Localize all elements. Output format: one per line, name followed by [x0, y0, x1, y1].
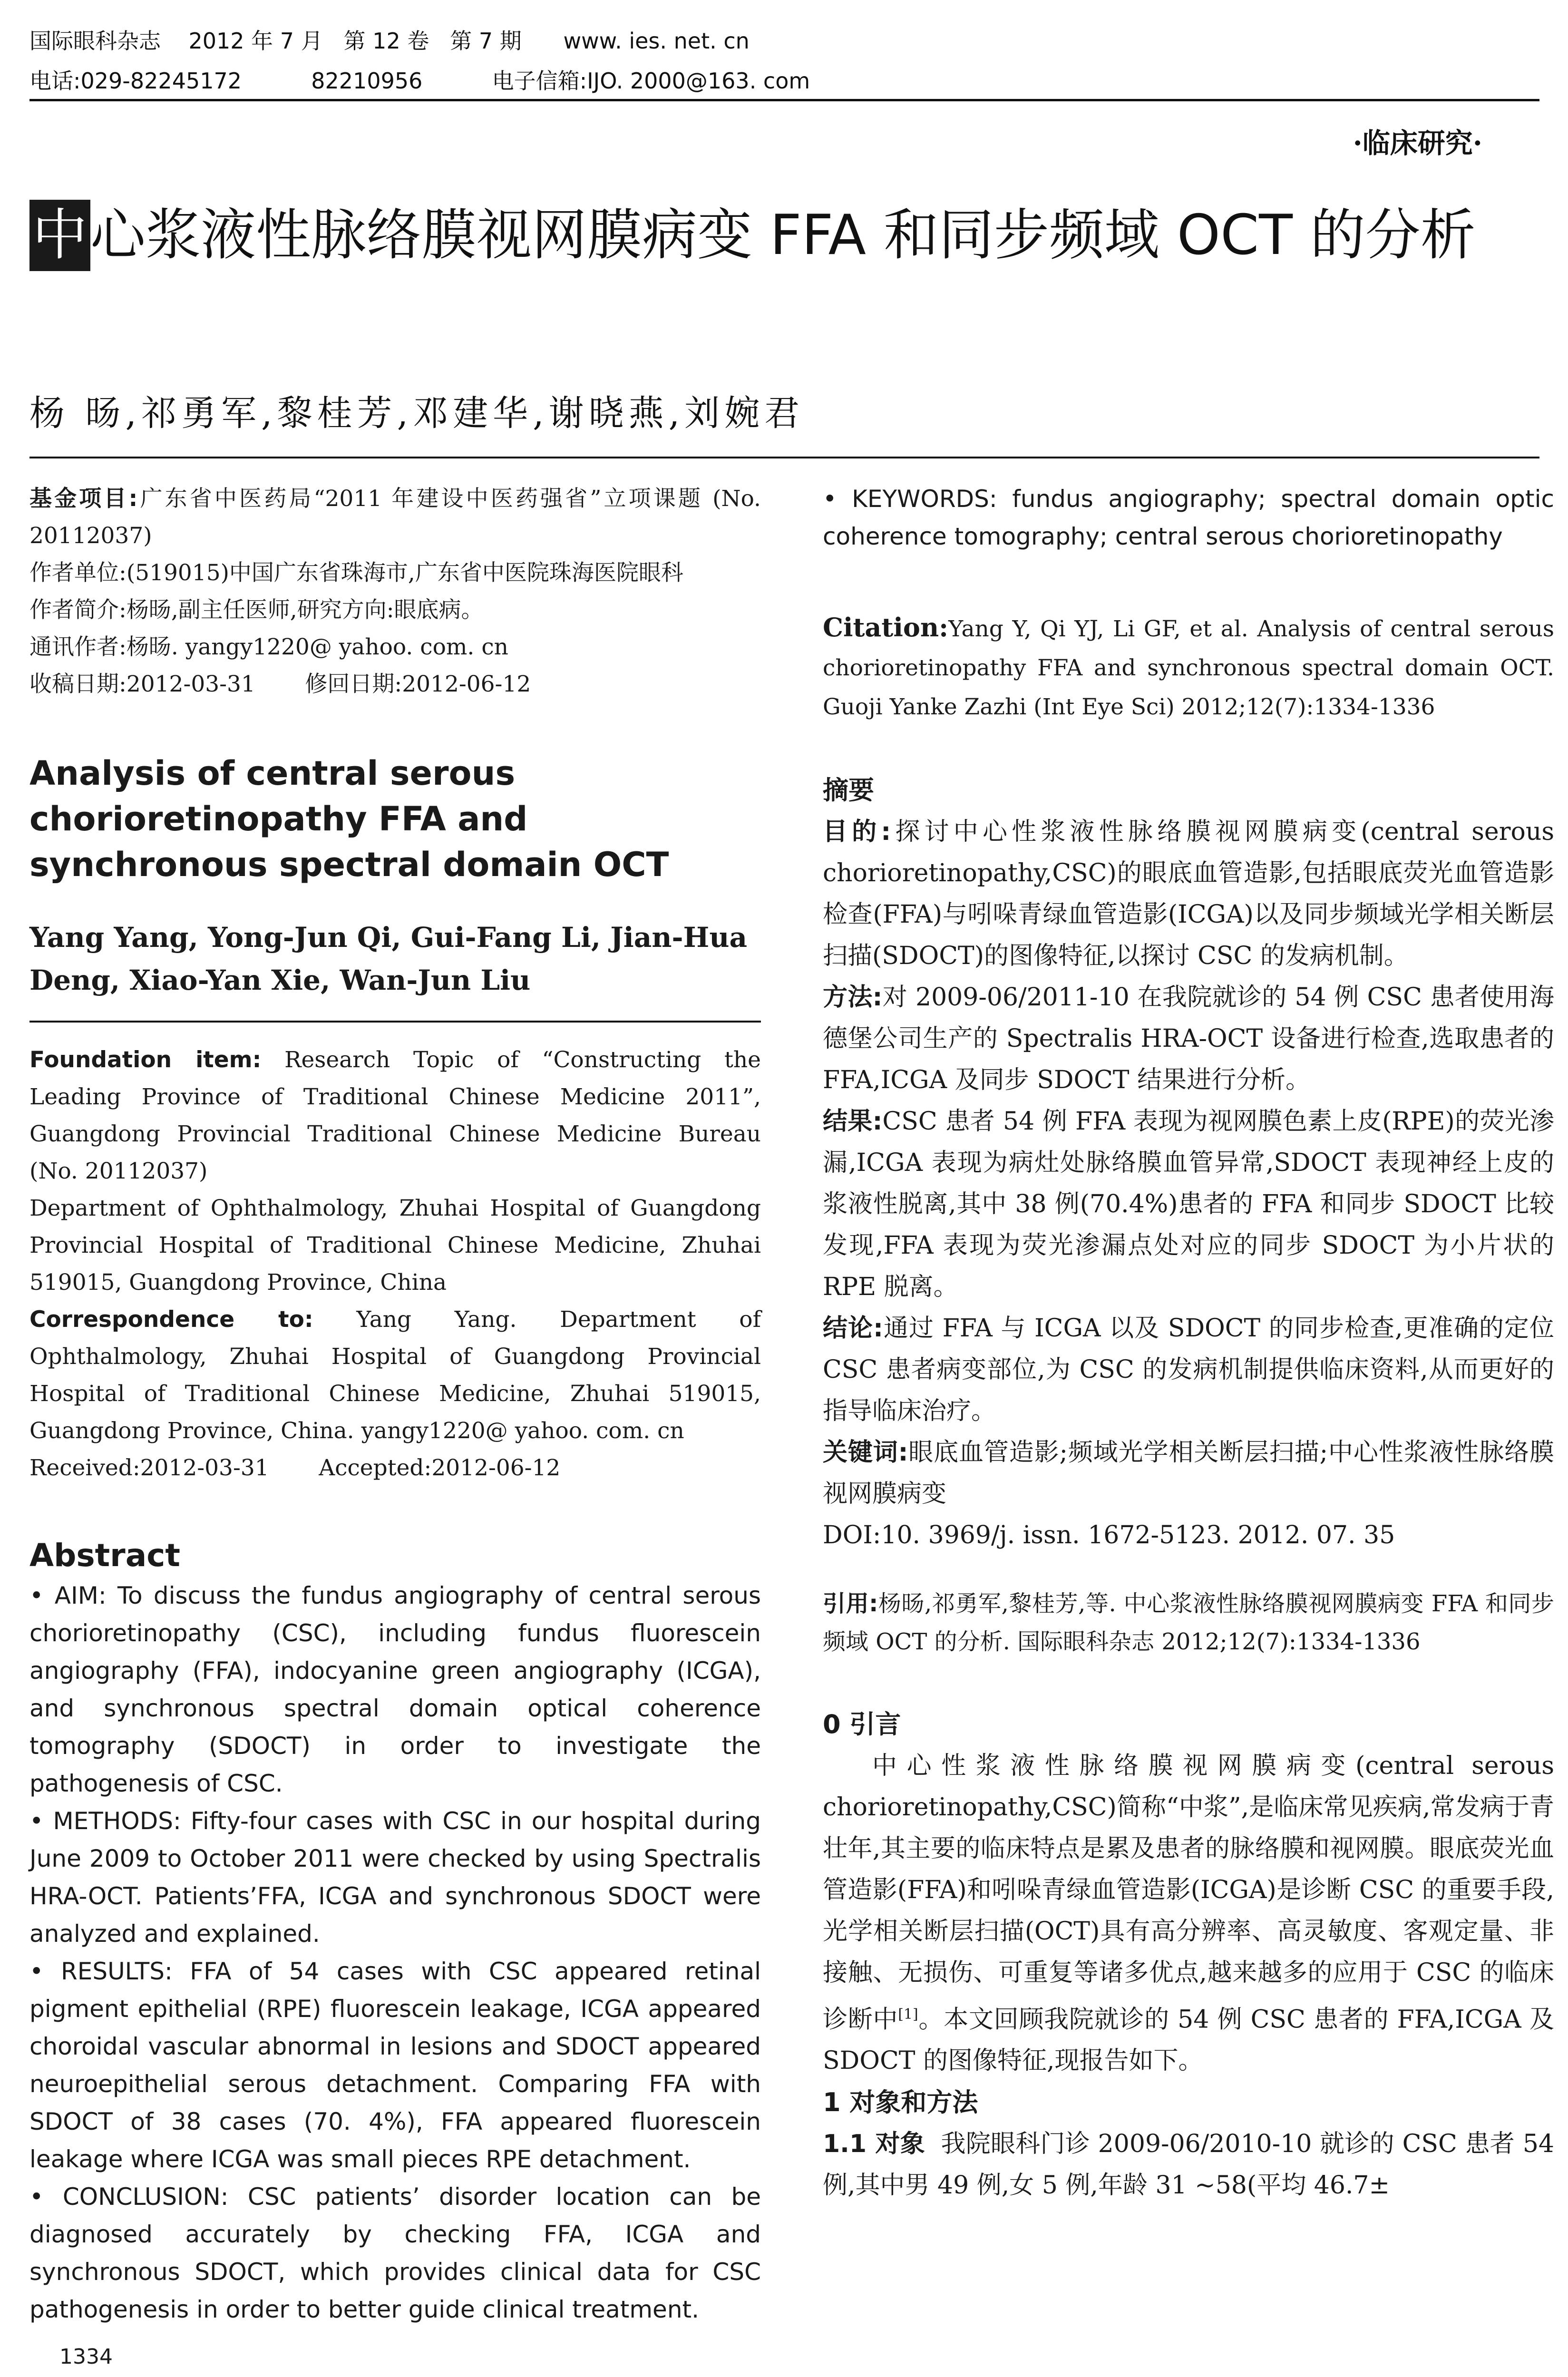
- abstract-aim: • AIM: To discuss the fundus angiography of central serous chorioretinopathy (CSC), including fundus fluorescein angiography (FFA), indocyanine green angiography (ICGA), and synchronous spectral domain optical coherence tomography (SDOCT) in order to investigate the pathogenesis of CSC.: [29, 1582, 761, 1797]
- abstract-cn-result: 结果:CSC 患者 54 例 FFA 表现为视网膜色素上皮(RPE)的荧光渗漏,ICGA 表现为病灶处脉络膜血管异常,SDOCT 表现神经上皮的浆液性脱离,其中 38 例(70.4%)患者的 FFA 和同步 SDOCT 比较发现,FFA 表现为荧光渗漏点处对应的同步 SDOCT 为小片状的 RPE 脱离。: [823, 1107, 1554, 1301]
- title-first-char: 中: [29, 200, 90, 271]
- received-en: Received:2012-03-31 Accepted:2012-06-12: [29, 1455, 561, 1481]
- unit-info: 作者单位:(519015)中国广东省珠海市,广东省中医院珠海医院眼科: [29, 560, 683, 586]
- authors-rule: [29, 457, 1539, 458]
- abstract-conclusion: • CONCLUSION: CSC patients’ disorder location can be diagnosed accurately by checking FFA, ICGA and synchronous SDOCT, which provides clinical data for CSC pathogenesis in order to better guide clinical treatment.: [29, 2183, 761, 2323]
- received-cn: 收稿日期:2012-03-31 修回日期:2012-06-12: [29, 671, 531, 697]
- abstract-heading: Abstract: [29, 1537, 180, 1574]
- foundation-item: Foundation item: Research Topic of “Constructing the Leading Province of Traditional Chinese Medicine 2011”, Guangdong Provincial Traditional Chinese Medicine Bureau (No. 20112037): [29, 1047, 761, 1184]
- doi: DOI:10. 3969/j. issn. 1672-5123. 2012. 07. 35: [823, 1521, 1395, 1549]
- article-title: [29, 200, 1542, 271]
- journal-header-line1: 国际眼科杂志 2012 年 7 月 第 12 卷 第 7 期 www. ies. net. cn: [29, 28, 750, 54]
- keywords-cn: 关键词:眼底血管造影;频域光学相关断层扫描;中心性浆液性脉络膜视网膜病变: [823, 1438, 1555, 1508]
- department: Department of Ophthalmology, Zhuhai Hospital of Guangdong Provincial Hospital of Traditional Chinese Medicine, Zhuhai 519015, Guangdong Province, China: [29, 1195, 761, 1296]
- reference-cn: 引用:杨旸,祁勇军,黎桂芳,等. 中心浆液性脉络膜视网膜病变 FFA 和同步频域 OCT 的分析. 国际眼科杂志 2012;12(7):1334-1336: [823, 1590, 1554, 1655]
- section1-heading: 1 对象和方法: [823, 2087, 978, 2118]
- citation: Citation:Yang Y, Qi YJ, Li GF, et al. Analysis of central serous chorioretinopathy FFA and synchronous spectral domain OCT. Guoji Yanke Zazhi (Int Eye Sci) 2012;12(7):1334-1336: [823, 612, 1554, 720]
- intro-paragraph: 中心性浆液性脉络膜视网膜病变(central serous chorioretinopathy,CSC)简称“中浆”,是临床常见疾病,常发病于青壮年,其主要的临床特点是累及患者的脉络膜和视网膜。眼底荧光血管造影(FFA)和吲哚青绿血管造影(ICGA)是诊断 CSC 的重要手段,光学相关断层扫描(OCT)具有高分辨率、高灵敏度、客观定量、非接触、无损伤、可重复等诸多优点,越来越多的应用于 CSC 的临床诊断中[1]。本文回顾我院就诊的 54 例 CSC 患者的 FFA,ICGA 及 SDOCT 的图像特征,现报告如下。: [823, 1752, 1554, 2075]
- bio-info: 作者简介:杨旸,副主任医师,研究方向:眼底病。: [29, 597, 484, 623]
- fund-info: 基金项目:广东省中医药局“2011 年建设中医药强省”立项课题 (No. 20112037): [29, 486, 761, 549]
- left-column: [29, 480, 761, 2328]
- english-title: Analysis of central serous chorioretinopathy FFA and synchronous spectral domain OCT: [29, 754, 669, 884]
- correspondence: Correspondence to: Yang Yang. Department of Ophthalmology, Zhuhai Hospital of Guangdong Provincial Hospital of Traditional Chinese Medicine, Zhuhai 519015, Guangdong Province, China. yangy1220@ yahoo. com. cn: [29, 1306, 761, 1444]
- abstract-cn-purpose: 目的:探讨中心性浆液性脉络膜视网膜病变(central serous chorioretinopathy,CSC)的眼底血管造影,包括眼底荧光血管造影检查(FFA)与吲哚青绿血管造影(ICGA)以及同步频域光学相关断层扫描(SDOCT)的图像特征,以探讨 CSC 的发病机制。: [823, 818, 1555, 970]
- authors-cn: 杨 旸,祁勇军,黎桂芳,邓建华,谢晓燕,刘婉君: [29, 393, 805, 434]
- section1-1: 1.1 对象 我院眼科门诊 2009-06/2010-10 就诊的 CSC 患者 54 例,其中男 49 例,女 5 例,年龄 31 ~58(平均 46.7±: [823, 2130, 1554, 2200]
- abstract-results: • RESULTS: FFA of 54 cases with CSC appeared retinal pigment epithelial (RPE) fluorescein leakage, ICGA appeared choroidal vascular abnormal in lesions and SDOCT appeared neuroepithelial serous detachment. Comparing FFA with SDOCT of 38 cases (70. 4%), FFA appeared fluorescein leakage where ICGA was small pieces RPE detachment.: [29, 1958, 761, 2173]
- header-rule: [29, 99, 1539, 101]
- left-rule: [29, 1021, 761, 1023]
- title-rest: 心浆液性脉络膜视网膜病变 FFA 和同步频域 OCT 的分析: [90, 203, 1476, 267]
- right-column: [823, 480, 1554, 2206]
- abstract-cn-method: 方法:对 2009-06/2011-10 在我院就诊的 54 例 CSC 患者使用海德堡公司生产的 Spectralis HRA-OCT 设备进行检查,选取患者的 FFA,ICGA 及同步 SDOCT 结果进行分析。: [823, 983, 1554, 1094]
- page-number: 1334: [59, 2345, 113, 2369]
- journal-header-line2: 电话:029-82245172 82210956 电子信箱:IJO. 2000@163. com: [29, 68, 810, 94]
- intro-heading: 0 引言: [823, 1709, 901, 1739]
- abstract-cn-conclusion: 结论:通过 FFA 与 ICGA 以及 SDOCT 的同步检查,更准确的定位 CSC 患者病变部位,为 CSC 的发病机制提供临床资料,从而更好的指导临床治疗。: [823, 1314, 1554, 1425]
- abstract-methods: • METHODS: Fifty-four cases with CSC in our hospital during June 2009 to October 2011 were checked by using Spectralis HRA-OCT. Patients’FFA, ICGA and synchronous SDOCT were analyzed and explained.: [29, 1807, 761, 1948]
- keywords-en: • KEYWORDS: fundus angiography; spectral domain optic coherence tomography; central serous chorioretinopathy: [823, 485, 1554, 550]
- english-authors: Yang Yang, Yong-Jun Qi, Gui-Fang Li, Jian-Hua Deng, Xiao-Yan Xie, Wan-Jun Liu: [29, 921, 748, 996]
- abstract-cn-heading: 摘要: [823, 775, 874, 805]
- section-tag: ·临床研究·: [1353, 127, 1482, 159]
- corr-info-cn: 通讯作者:杨旸. yangy1220@ yahoo. com. cn: [29, 634, 508, 660]
